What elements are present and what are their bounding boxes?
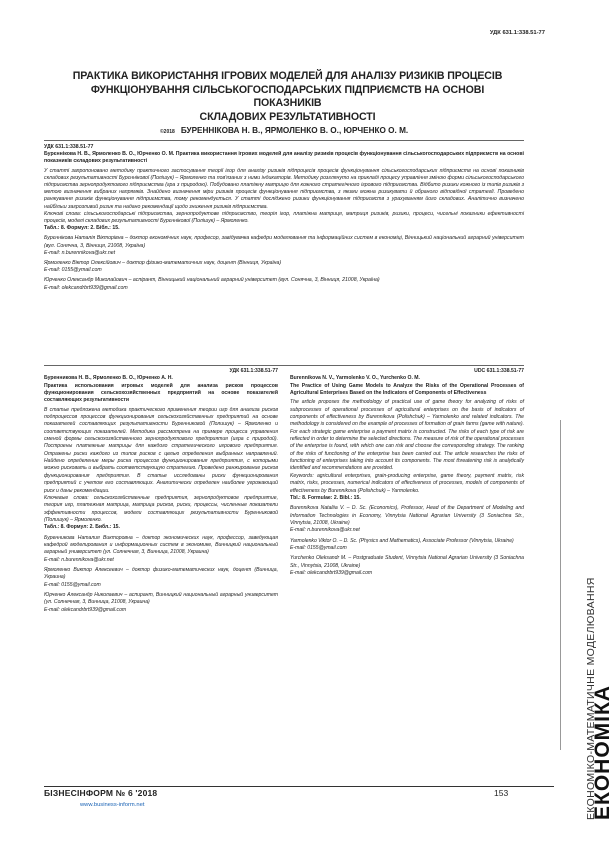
english-abstract-column bbox=[290, 368, 524, 577]
russian-abstract-column bbox=[44, 368, 278, 614]
en-email-3: E-mail: olekcandrbrt939@gmail.com bbox=[290, 569, 373, 576]
title-line-2: ФУНКЦІОНУВАННЯ СІЛЬСЬКОГОСПОДАРСЬКИХ ПІДПРИЄМСТВ НА ОСНОВІ ПОКАЗНИКІВ bbox=[90, 83, 485, 110]
ukrainian-abstract-block bbox=[44, 144, 524, 292]
ua-author-2: Ярмоленко Віктор Олексійович – доктор фізико-математичних наук, доцент (Вінниця, Україна) bbox=[44, 260, 282, 267]
ru-author-1: Буренникова Наталия Викторовна – доктор экономических наук, профессор, заведующая кафедрой моделирования и информационных систем в экономике, Винницкий национальный аграрный университет (ул. Солнечная, 3, Винница, 21008, Украина) bbox=[44, 534, 278, 556]
author-names: БУРЕННІКОВА Н. В., ЯРМОЛЕНКО В. О., ЮРЧЕНКО О. М. bbox=[180, 126, 409, 135]
en-cite-title: The Practice of Using Game Models to Analyze the Risks of the Operational Processes of Agricultural Enterprises Based on the Indicators of Components of Effectiveness bbox=[290, 382, 524, 397]
en-author-1: Burennikova Nataliia V. – D. Sc. (Economics), Professor, Head of the Department of Modeling and Information Technologies in Economy, Vinnytsia National Agrarian University (3 Soniachna Str., Vinnytsia, 21008, Ukraine) bbox=[290, 505, 524, 526]
side-section-label bbox=[571, 260, 614, 820]
section-tagline: ЕКОНОМІКО-МАТЕМАТИЧНЕ МОДЕЛЮВАННЯ bbox=[585, 577, 597, 820]
en-udc: UDC 631.1:338.51-77 bbox=[474, 368, 524, 374]
ru-udc: УДК 631.1:338.51-77 bbox=[229, 368, 278, 374]
ru-cite-authors: Буренникова Н. В., Ярмоленко В. О., Юрченко А. Н. bbox=[44, 375, 173, 382]
en-email-1: E-mail: n.burennikova@ukr.net bbox=[290, 527, 360, 534]
ru-email-2: E-mail: 0155@ymail.com bbox=[44, 581, 101, 588]
ru-email-1: E-mail: n.burennikova@ukr.net bbox=[44, 556, 114, 563]
footer-rule bbox=[44, 786, 554, 787]
side-divider bbox=[560, 420, 561, 750]
title-line-1: ПРАКТИКА ВИКОРИСТАННЯ ІГРОВИХ МОДЕЛЕЙ ДЛЯ АНАЛІЗУ РИЗИКІВ ПРОЦЕСІВ bbox=[72, 70, 503, 82]
page-number: 153 bbox=[494, 788, 509, 798]
ua-udc: УДК 631.1:338.51-77 bbox=[44, 144, 94, 150]
article-title bbox=[60, 70, 515, 124]
ua-author-3: Юрченко Олександр Миколайович – аспірант, Вінницький національний аграрний університет (вул. Сонячна, 3, Вінниця, 21008, Україна) bbox=[44, 277, 380, 284]
ua-email-2: E-mail: 0155@ymail.com bbox=[44, 267, 102, 274]
title-line-3: СКЛАДОВИХ РЕЗУЛЬТАТИВНОСТІ bbox=[199, 110, 376, 123]
separator-rule-2 bbox=[44, 365, 524, 366]
udc-code: УДК 631.1:338.51-77 bbox=[489, 30, 545, 36]
en-author-2: Yarmolenko Viktor O. – D. Sc. (Physics and Mathematics), Associate Professor (Vinnytsia, Ukraine) bbox=[290, 537, 514, 544]
ua-email-1: E-mail: n.burennikova@ukr.net bbox=[44, 249, 116, 256]
en-abstract: The article proposes the methodology of practical use of game theory for analyzing of risks of subprocesses of operational processes of agricultural enterprises on the basis of indicators of components of effectiveness by Burennikova (Polishchuk) – Yarmolenko and related indicators. The methodology is considered on the example of processes of formation of grain farms (game with nature). For each strategic game enterprise a payment matrix is constructed. The risks of each type of risk are reflected in order to determine the selected directions. The measure of risk of the operational processes of the enterprise is found, with which one can risk and choose the corresponding strategy. The ranking of the risks of functioning of the enterprise has been carried out. The article researches the risks of functioning of enterprises taking into account its components. The most threatening risk is analytically identified and recommendations are provided. bbox=[290, 399, 524, 472]
ru-cite-title: Практика использования игровых моделей для анализа рисков процессов функционирования сельскохозяйственных предприятий на основе показателей составляющих результативности bbox=[44, 382, 278, 404]
ru-email-3: E-mail: olekcandrbrt939@gmail.com bbox=[44, 606, 127, 613]
en-biblio: Tbl.: 8. Formulae: 2. Bibl.: 15. bbox=[290, 494, 361, 501]
en-keywords: Keywords: agricultural enterprises, grain-producing enterprise, game theory, payment matrix, risk matrix, risks, processes, numerical indicators of effectiveness of processes, models of components of effectiveness by Burennikova (Polishchuk) – Yarmolenko. bbox=[290, 472, 524, 494]
section-brand: ЕКОНОМІКА bbox=[591, 685, 614, 820]
ua-citation: Бурєннікова Н. В., Ярмоленко В. О., Юрченко О. М. Практика використання ігрових моделей для аналізу ризиків процесів функціонування сільськогосподарських підприємств на основі показників складових результативності bbox=[44, 151, 524, 165]
en-cite-authors: Burennikova N. V., Yarmolenko V. O., Yurchenko O. M. bbox=[290, 375, 420, 382]
journal-issue: БІЗНЕСІНФОРМ № 6 '2018 bbox=[44, 788, 158, 798]
ua-author-1: Бурєннікова Наталія Вікторівна – доктор економічних наук, професор, завідувачка кафедри моделювання та інформаційних систем в економіці, Вінницький національний аграрний університет (вул. Сонячна, 3, Вінниця, 21008, Україна) bbox=[44, 235, 524, 249]
ru-abstract: В статье предложена методика практического применения теории игр для анализа рисков подпроцессов процессов функционирования сельскохозяйственных предприятий на основе показателей составляющих результативности Буренниковой (Полишук) – Ярмоленко и соответствующих показателей. Методика рассмотрена на примере процесса управления сменой формы сельскохозяйственного зернопродуктового предприятия (игра с природой). Построены платежные матрицы для каждого стратегического игрового предприятия. Отражены риски каждого из типов рисков с целью определения выбранных направлений. Найдено определение меры риска процессов функционирования предприятия, с которыми можно рисковать и выбрать соответствующую стратегию. Проведено ранжирование рисков функционирования предприятия. В статье исследованы риски функционирования предприятий с учетом его составляющих. Аналитически определен наиболее угрожающий риск и даны рекомендации. bbox=[44, 406, 278, 494]
copyright-year: ©2018 bbox=[160, 129, 175, 135]
ru-author-3: Юрченко Александр Николаевич – аспирант, Винницкий национальный аграрный университет (ул. Солнечная, 3, Винница, 21008, Украина) bbox=[44, 591, 278, 606]
en-email-2: E-mail: 0155@ymail.com bbox=[290, 544, 347, 551]
ua-biblio: Табл.: 8. Формул: 2. Бібл.: 15. bbox=[44, 225, 120, 232]
ua-email-3: E-mail: olekcandrbrt939@gmail.com bbox=[44, 284, 128, 291]
separator-rule bbox=[44, 140, 524, 141]
journal-url-link[interactable]: www.business-inform.net bbox=[80, 802, 145, 808]
ru-keywords: Ключевые слова: сельскохозяйственные предприятия, зернопродуктовое предприятие, теория игр, платежная матрица, матрица рисков, риски, процессы, численные показатели эффективности процессов, модели составляющих результативности Буренниковой (Полишук) – Ярмоленко. bbox=[44, 494, 278, 523]
authors-line bbox=[160, 126, 408, 135]
ua-keywords: Ключові слова: сільськогосподарські підприємства, зернопродуктове підприємство, теорія ігор, платіжна матриця, матриця ризиків, ризики, процеси, чисельні показники ефективності процесів, моделі складових результативності Бурєннікової (Полішук) – Ярмоленко. bbox=[44, 210, 524, 225]
ru-biblio: Табл.: 8. Формул: 2. Библ.: 15. bbox=[44, 524, 120, 531]
en-author-3: Yurchenko Oleksandr M. – Postgraduate Student, Vinnytsia National Agrarian University (3 Soniachna Str., Vinnytsia, 21008, Ukraine) bbox=[290, 555, 524, 569]
ua-abstract: У статті запропоновано методику практичного застосування теорії ігор для аналізу ризиків підпроцесів процесів функціонування сільськогосподарських підприємств на основі показників складових результативності Бурєннікової (Полішук) – Ярмоленко та пов'язаних з ними індикаторів. Методику розглянуто на прикладі процесу управління зміною форми сільськогосподарського підприємства зернопродуктового підприємства (гра з природою). Побудовано платіжну матрицю для кожного стратегічного ігрового підприємства. Відбито ризики кожного із типів ризиків з метою визначення вибраних напрямків. Знайдено визначення міри ризиків процесів функціонування підприємства, з якими можна ризикувати й обраного відповідної стратегії. Проведено ранжування ризиків функціонування підприємства, тому рекомендується. У статті досліджено ризики функціонування підприємств з урахуванням його складових. Аналітично визначено найбільш загрозливий ризик та надано рекомендації щодо зниження ризиків підприємства. bbox=[44, 167, 524, 210]
ru-author-2: Ярмоленко Виктор Алексеевич – доктор физико-математических наук, доцент (Винница, Украина) bbox=[44, 566, 278, 581]
